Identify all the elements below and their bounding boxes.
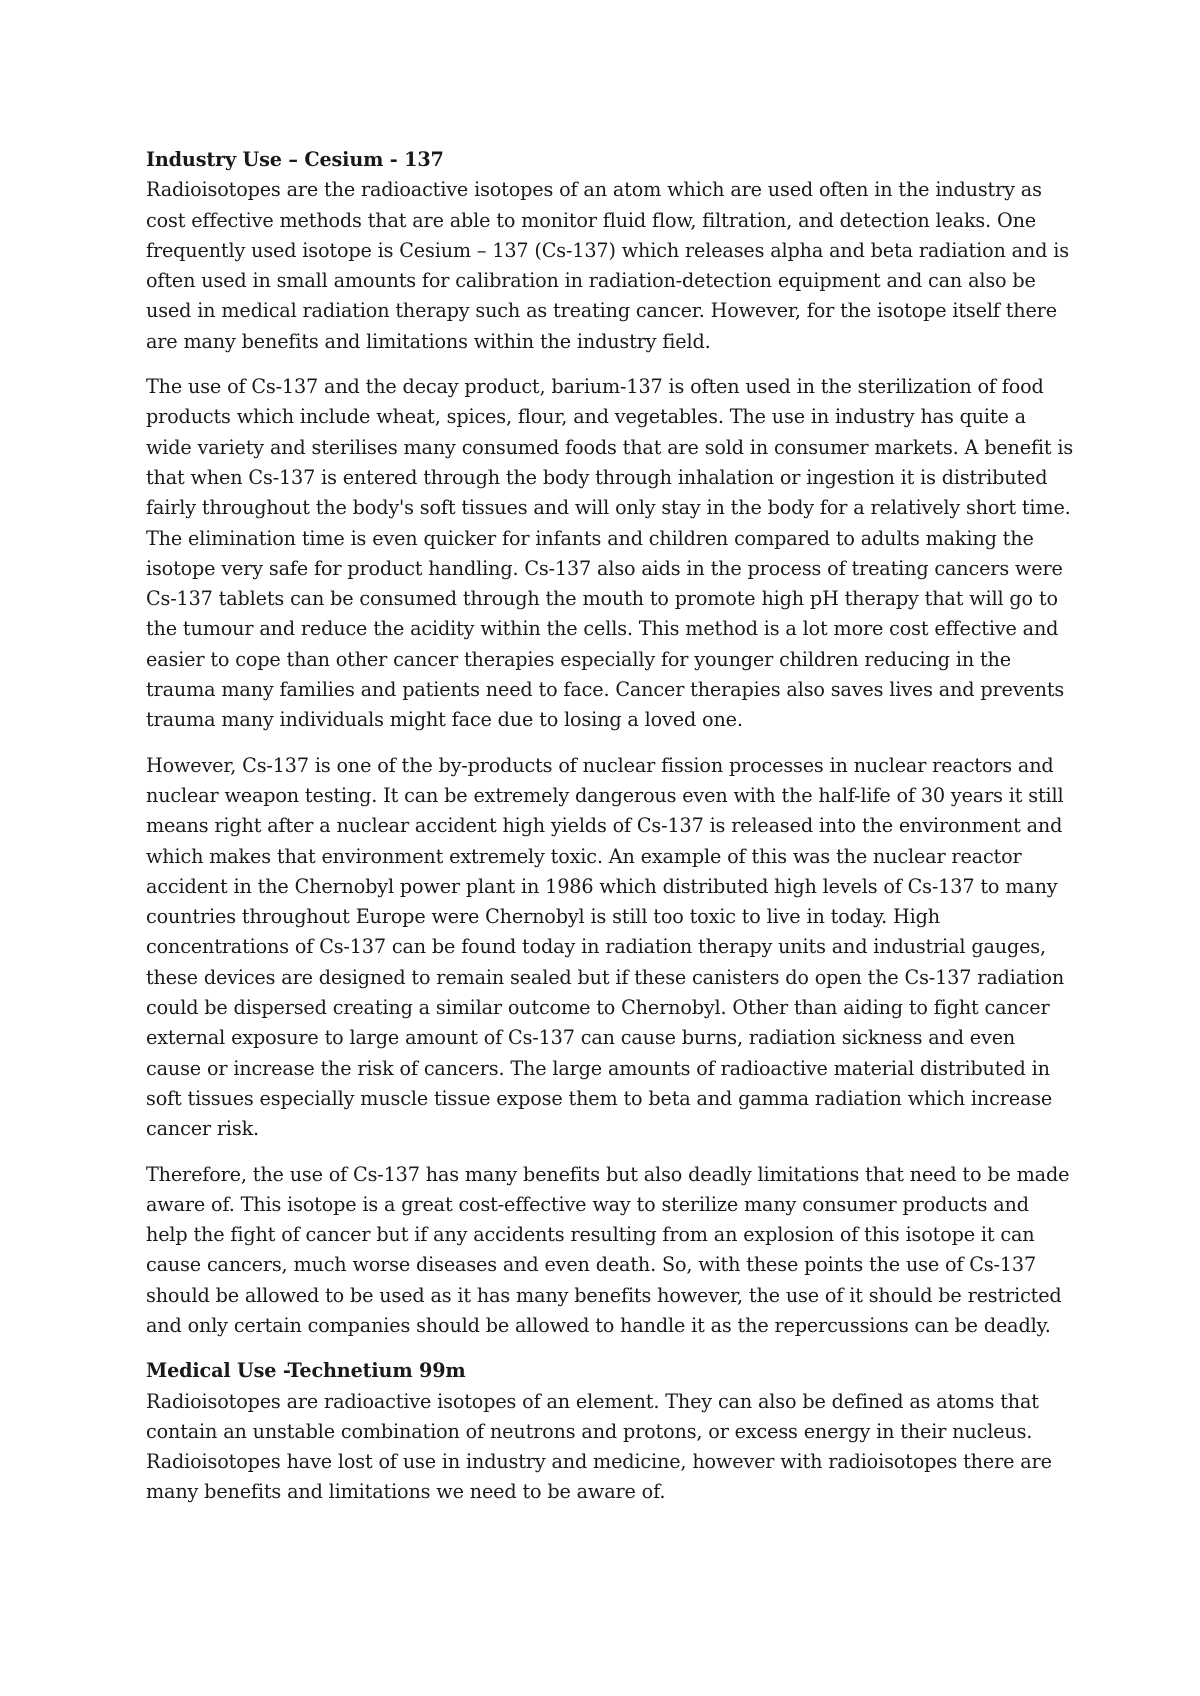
paragraph-limitations: However, Cs-137 is one of the by-products of nuclear fission processes in nuclear reactors and nuclear weapon testing. It can be extremely dangerous even with the half-life of 30 years it still means right after a nuclear accident high yields of Cs-137 is released into the environment and which makes that environment extremely toxic. An example of this was the nuclear reactor accident in the Chernobyl power plant in 1986 which distributed high levels of Cs-137 to many countries throughout Europe were Chernobyl is still too toxic to live in today. High concentrations of Cs-137 can be found today in radiation therapy units and industrial gauges, these devices are designed to remain sealed but if these canisters do open the Cs-137 radiation could be dispersed creating a similar outcome to Chernobyl. Other than aiding to fight cancer external exposure to large amount of Cs-137 can cause burns, radiation sickness and even cause or increase the risk of cancers. The large amounts of radioactive material distributed in soft tissues especially muscle tissue expose them to beta and gamma radiation which increase cancer risk.: [146, 753, 1065, 1141]
paragraph-intro: Radioisotopes are the radioactive isotopes of an atom which are used often in the industry as cost effective methods that are able to monitor fluid flow, filtration, and detection leaks. One frequently used isotope is Cesium – 137 (Cs-137) which releases alpha and beta radiation and is often used in small amounts for calibration in radiation-detection equipment and can also be used in medical radiation therapy such as treating cancer. However, for the isotope itself there are many benefits and limitations within the industry field.: [146, 178, 1069, 353]
paragraph-medical-intro: Radioisotopes are radioactive isotopes of an element. They can also be defined as atoms that contain an unstable combination of neutrons and protons, or excess energy in their nucleus. Radioisotopes have lost of use in industry and medicine, however with radioisotopes there are many benefits and limitations we need to be aware of.: [146, 1389, 1052, 1504]
section-heading-industry-use: Industry Use – Cesium - 137: [146, 148, 444, 171]
document-body: [146, 145, 1076, 1523]
paragraph-benefits: The use of Cs-137 and the decay product, barium-137 is often used in the sterilization of food products which include wheat, spices, flour, and vegetables. The use in industry has quite a wide variety and sterilises many consumed foods that are sold in consumer markets. A benefit is that when Cs-137 is entered through the body through inhalation or ingestion it is distributed fairly throughout the body's soft tissues and will only stay in the body for a relatively short time. The elimination time is even quicker for infants and children compared to adults making the isotope very safe for product handling. Cs-137 also aids in the process of treating cancers were Cs-137 tablets can be consumed through the mouth to promote high pH therapy that will go to the tumour and reduce the acidity within the cells. This method is a lot more cost effective and easier to cope than other cancer therapies especially for younger children reducing in the trauma many families and patients need to face. Cancer therapies also saves lives and prevents trauma many individuals might face due to losing a loved one.: [146, 375, 1074, 732]
paragraph-conclusion: Therefore, the use of Cs-137 has many benefits but also deadly limitations that need to be made aware of. This isotope is a great cost-effective way to sterilize many consumer products and help the fight of cancer but if any accidents resulting from an explosion of this isotope it can cause cancers, much worse diseases and even death. So, with these points the use of Cs-137 should be allowed to be used as it has many benefits however, the use of it should be restricted and only certain companies should be allowed to handle it as the repercussions can be deadly.: [146, 1162, 1070, 1337]
section-heading-medical-use: Medical Use -Technetium 99m: [146, 1359, 466, 1383]
